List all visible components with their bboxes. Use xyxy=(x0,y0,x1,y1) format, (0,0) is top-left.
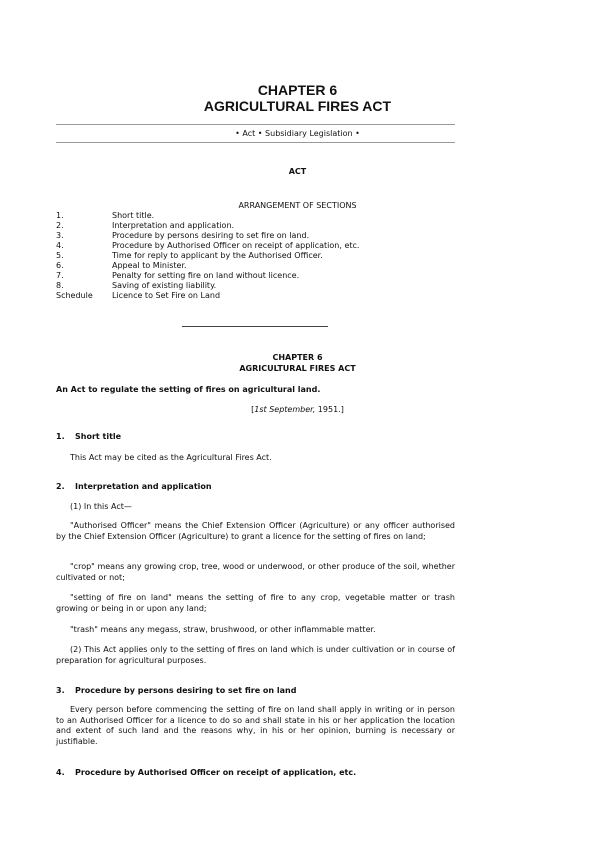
section-number: 2. xyxy=(56,482,65,491)
section-title: Procedure by Authorised Officer on receipt of application, etc. xyxy=(75,768,357,777)
act-label: ACT xyxy=(288,167,307,176)
date-bracket-open: [ xyxy=(251,405,255,414)
toc-number: 6. xyxy=(56,261,64,270)
toc-number: 2. xyxy=(56,221,64,230)
toc-title: Procedure by persons desiring to set fire on land. xyxy=(112,231,310,240)
section-number: 4. xyxy=(56,768,65,777)
arrangement-heading: ARRANGEMENT OF SECTIONS xyxy=(238,201,357,210)
bottom-rule xyxy=(56,142,455,143)
toc-number: 8. xyxy=(56,281,64,290)
toc-row[interactable] xyxy=(56,261,187,271)
body-act-title: AGRICULTURAL FIRES ACT xyxy=(239,364,356,373)
chapter-heading: CHAPTER 6 xyxy=(257,82,338,98)
definition-setting-of-fire: "setting of fire on land" means the setting of fire to any crop, vegetable matter or trash growing or being in or upon any land; xyxy=(56,593,455,613)
toc-number: 4. xyxy=(56,241,64,250)
subsection-2-2: (2) This Act applies only to the setting of fires on land which is under cultivation or in course of preparation for agricultural purposes. xyxy=(56,645,455,665)
commencement-date xyxy=(0,405,595,415)
toc-row[interactable] xyxy=(56,221,234,231)
toc-row[interactable] xyxy=(56,211,154,221)
act-title-heading: AGRICULTURAL FIRES ACT xyxy=(203,98,392,114)
section-4-heading xyxy=(56,768,356,778)
section-1-heading xyxy=(56,432,121,442)
section-title: Interpretation and application xyxy=(75,482,212,491)
toc-title: Time for reply to applicant by the Authorised Officer. xyxy=(112,251,323,260)
toc-row[interactable] xyxy=(56,281,216,291)
toc-title: Appeal to Minister. xyxy=(112,261,187,270)
legislation-links[interactable]: • Act • Subsidiary Legislation • xyxy=(235,129,360,138)
section-3-heading xyxy=(56,686,296,696)
toc-title: Penalty for setting fire on land without licence. xyxy=(112,271,300,280)
body-chapter-heading: CHAPTER 6 xyxy=(272,353,323,362)
toc-number: 7. xyxy=(56,271,64,280)
section-divider xyxy=(182,326,328,327)
definition-crop: "crop" means any growing crop, tree, wood or underwood, or other produce of the soil, whether cultivated or not; xyxy=(56,562,455,582)
date-day: 1st September, xyxy=(254,405,316,414)
section-number: 1. xyxy=(56,432,65,441)
toc-row[interactable] xyxy=(56,241,359,251)
subsection-2-1: (1) In this Act— xyxy=(70,502,132,511)
section-title: Procedure by persons desiring to set fire on land xyxy=(75,686,297,695)
toc-number: Schedule xyxy=(56,291,93,300)
date-year: 1951.] xyxy=(315,405,344,414)
toc-number: 1. xyxy=(56,211,64,220)
toc-title: Interpretation and application. xyxy=(112,221,235,230)
toc-number: 5. xyxy=(56,251,64,260)
toc-title: Procedure by Authorised Officer on receipt of application, etc. xyxy=(112,241,360,250)
toc-title: Short title. xyxy=(112,211,155,220)
definition-trash: "trash" means any megass, straw, brushwood, or other inflammable matter. xyxy=(70,625,376,634)
toc-title: Licence to Set Fire on Land xyxy=(112,291,221,300)
toc-title: Saving of existing liability. xyxy=(112,281,217,290)
toc-row[interactable] xyxy=(56,271,299,281)
section-2-heading xyxy=(56,482,212,492)
section-3-text: Every person before commencing the setting of fire on land shall apply in writing or in person to an Authorised Officer for a licence to do so and shall state in his or her application the location and extent of such land and the reasons why, in his or her opinion, burning is necessary or justifiable. xyxy=(56,705,455,746)
section-number: 3. xyxy=(56,686,65,695)
toc-row[interactable] xyxy=(56,251,323,261)
toc-row[interactable] xyxy=(56,231,309,241)
toc-number: 3. xyxy=(56,231,64,240)
definition-authorised-officer: "Authorised Officer" means the Chief Extension Officer (Agriculture) or any officer authorised by the Chief Extension Officer (Agriculture) to grant a licence for the setting of fires on land; xyxy=(56,521,455,541)
section-title: Short title xyxy=(75,432,122,441)
long-title: An Act to regulate the setting of fires on agricultural land. xyxy=(56,385,321,394)
toc-row[interactable] xyxy=(56,291,220,301)
section-1-text: This Act may be cited as the Agricultural Fires Act. xyxy=(70,453,272,462)
top-rule xyxy=(56,124,455,125)
